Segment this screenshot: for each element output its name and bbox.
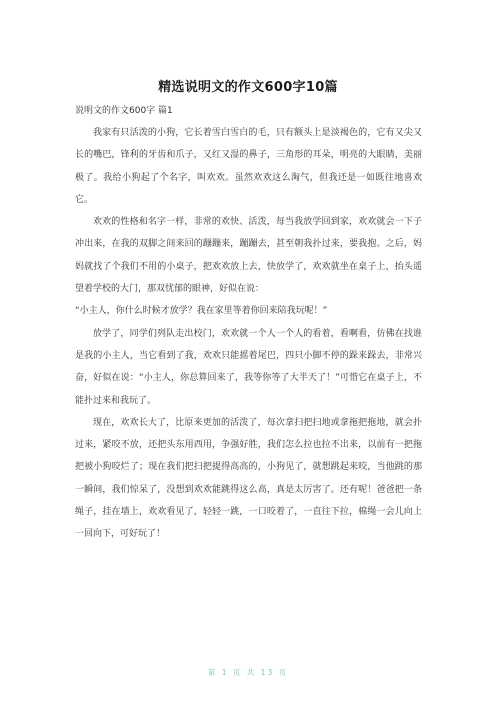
page-number-footer: 第 1 页 共 13 页	[207, 668, 289, 677]
document-title: 精选说明文的作文600字10篇	[158, 80, 338, 95]
paragraph: 放学了，同学们列队走出校门，欢欢就一个人一个人的看着，看啊看，仿佛在找谁是我的小主人，当它看到了我，欢欢只能摇着尾巴，四只小脚不停的跺来跺去，非常兴奋，好似在说：“小主人，你总算回来了，我等你等了大半天了！”可惜它在桌子上，不能扑过来和我玩了。	[75, 328, 422, 406]
paragraph: 现在，欢欢长大了，比原来更加的活泼了，每次拿扫把扫地或拿拖把拖地，就会扑过来，紧咬不放，还把头东用西用，争强好胜，我们怎么拉也拉不出来，以前有一把拖把被小狗咬烂了；现在我们把扫把提得高高的，小狗见了，就想跳起来咬，当他跳的那一瞬间，我们惊呆了，没想到欢欢能跳得这么高，真是太厉害了。还有呢！爸爸把一条绳子，挂在墙上，欢欢看见了，轻轻一跳，一口咬着了，一直往下拉，棉绳一会儿向上一回向下，可好玩了！	[75, 417, 422, 540]
section-heading: 说明文的作文600字 篇1	[75, 106, 173, 116]
quote-line: “小主人，你什么时候才放学？我在家里等着你回来陪我玩呢！”	[75, 306, 328, 317]
paragraph: 欢欢的性格和名字一样，非常的欢快、活泼，每当我放学回到家，欢欢就会一下子冲出来，在我的双脚之间来回的蹦蹦来，蹦蹦去，甚至朝我扑过来，要我抱。之后，妈妈就找了个我们不用的小桌子，把欢欢放上去，快放学了，欢欢就坐在桌子上，抬头遥望着学校的大门，那双忧郁的眼神，好似在说：	[75, 217, 422, 295]
document-body	[75, 122, 422, 546]
paragraph: 我家有只活泼的小狗，它长着雪白雪白的毛，只有额头上是淡褐色的，它有又尖又长的嘴巴，锋利的牙齿和爪子，又红又湿的鼻子，三角形的耳朵，明亮的大眼睛，美丽极了。我给小狗起了个名字，叫欢欢。虽然欢欢这么淘气，但我还是一如既往地喜欢它。	[75, 128, 422, 205]
